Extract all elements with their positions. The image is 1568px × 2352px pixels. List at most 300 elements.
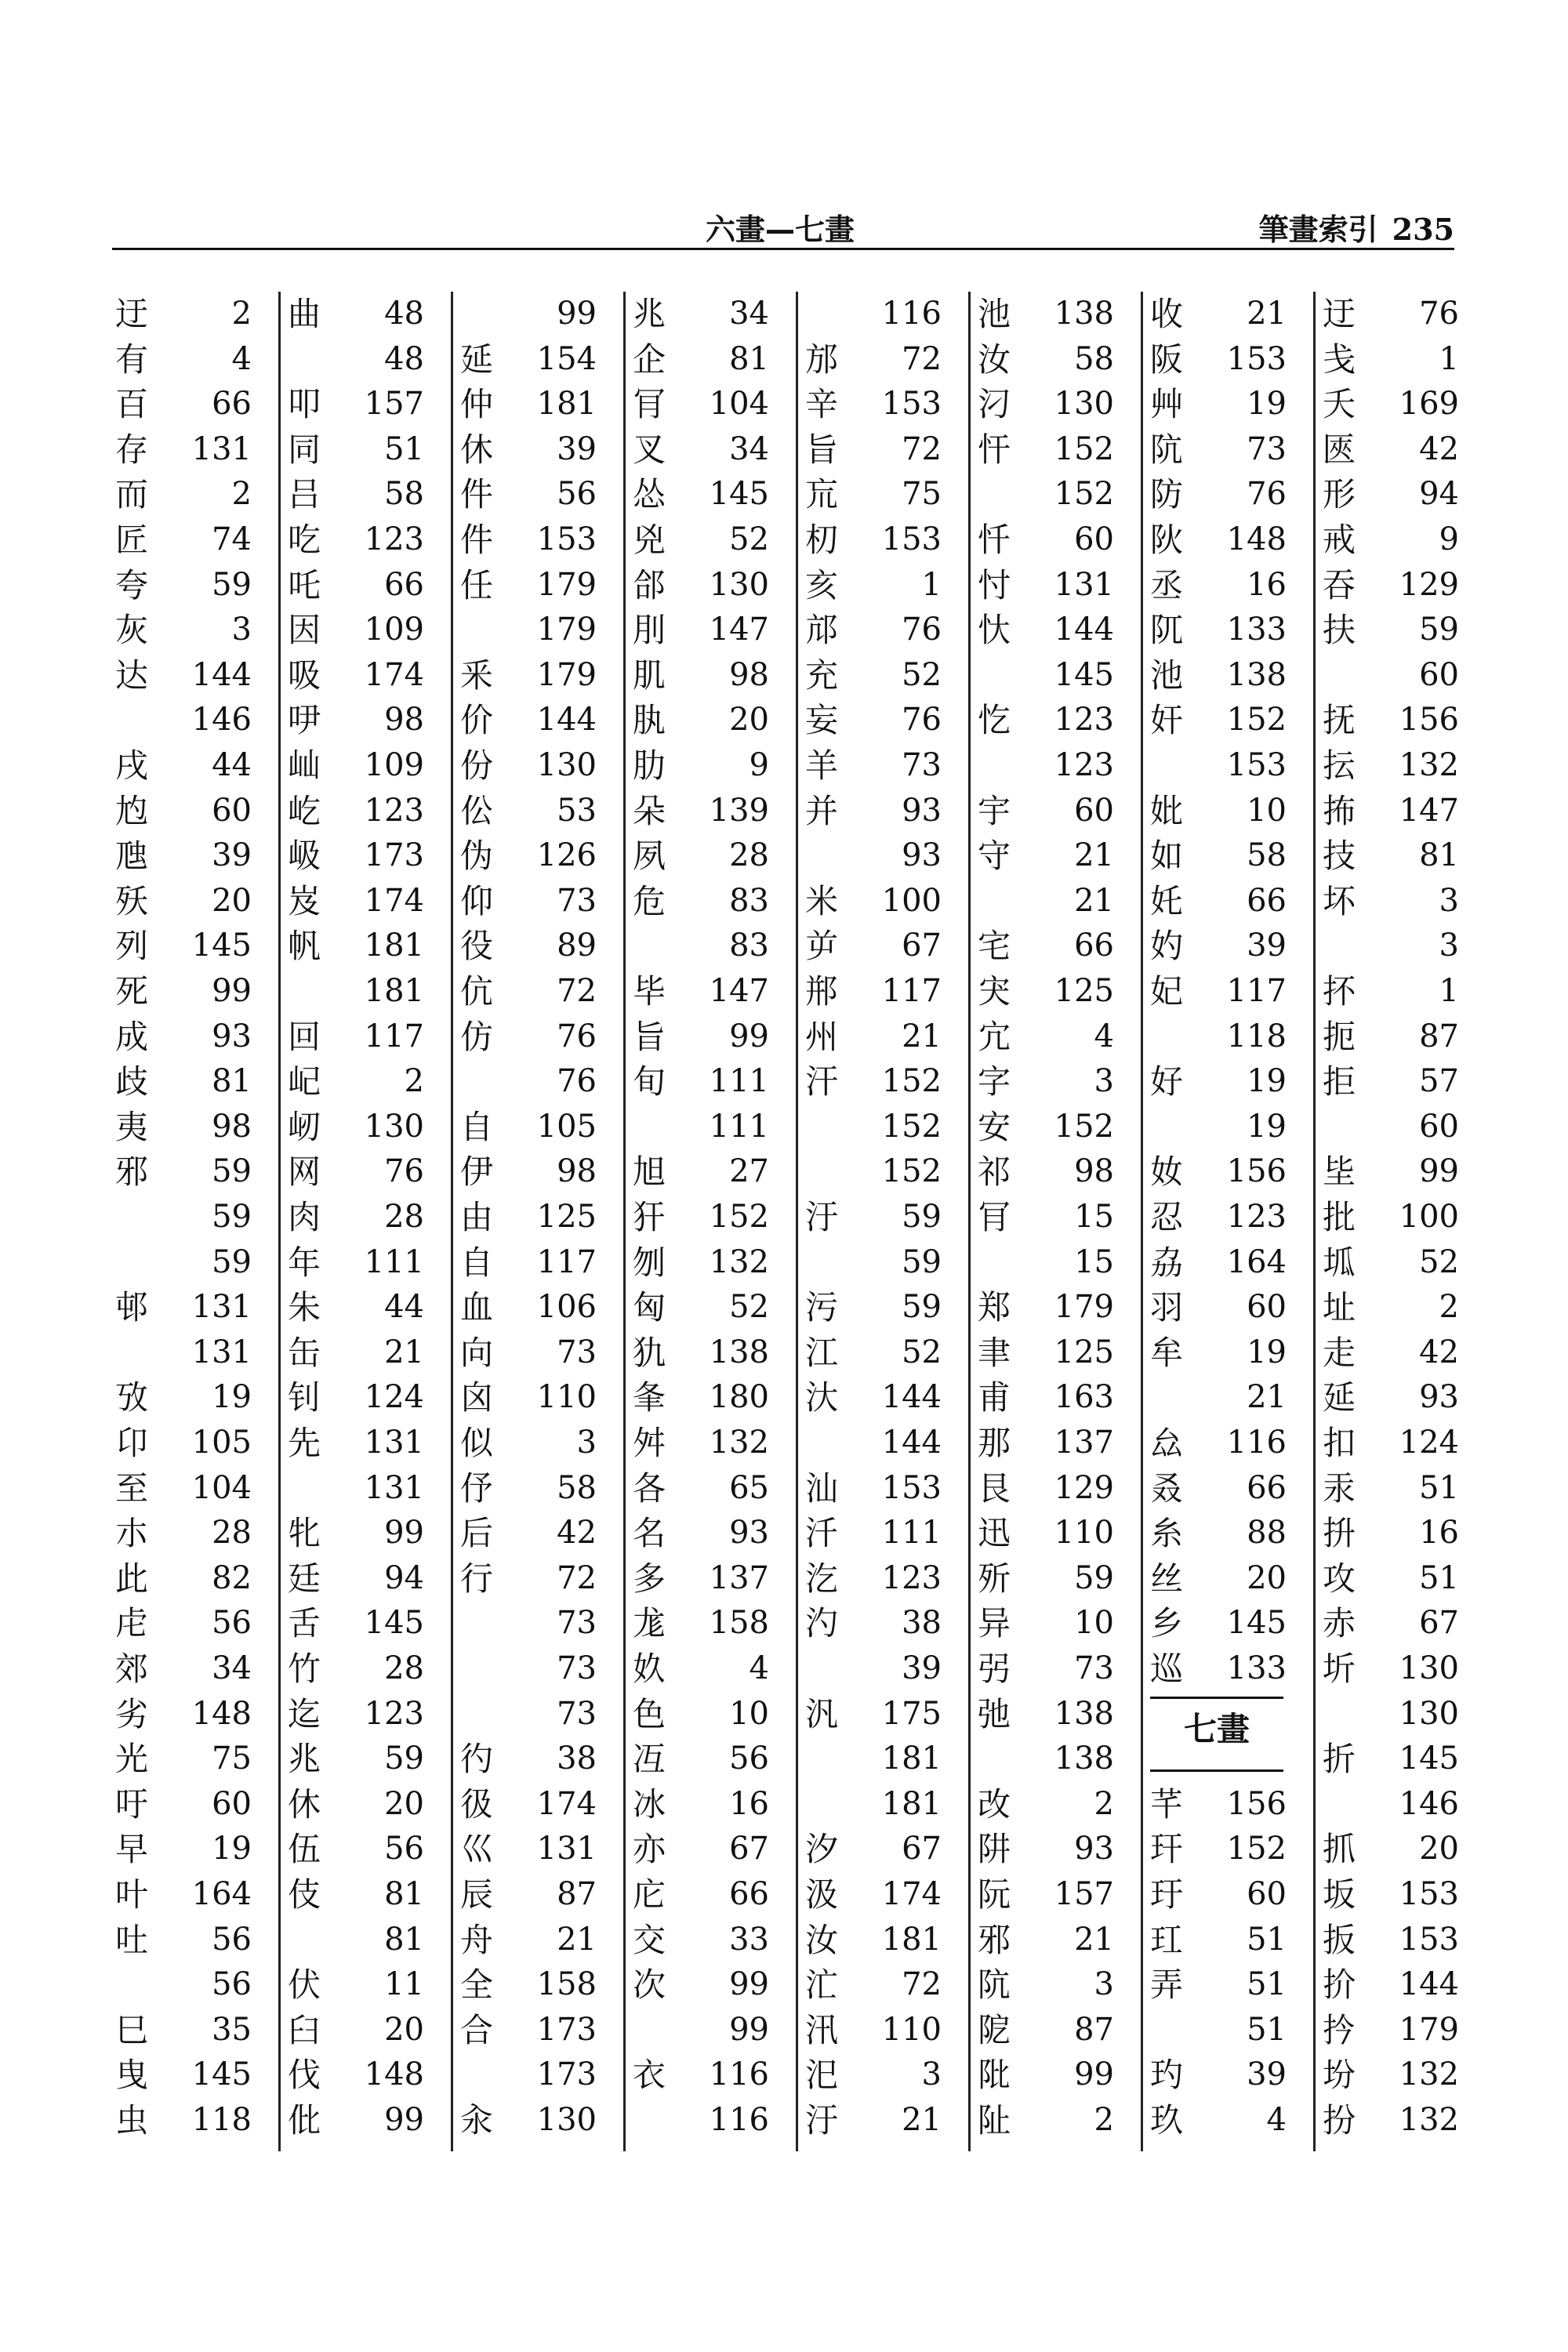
entry-page: 52 xyxy=(902,1334,942,1370)
entry-page: 81 xyxy=(1419,837,1459,874)
entry-character: 廷 xyxy=(288,1559,321,1598)
entry-page: 138 xyxy=(1226,656,1287,693)
entry-character: 巟 xyxy=(805,475,839,514)
index-entry xyxy=(975,653,1131,699)
entry-page: 3 xyxy=(1439,882,1459,919)
index-entry xyxy=(1319,1827,1476,1872)
index-entry xyxy=(975,743,1131,789)
index-entry xyxy=(285,1511,441,1556)
index-entry xyxy=(975,1692,1131,1737)
index-entry xyxy=(630,337,786,383)
entry-character: 庀 xyxy=(633,1875,666,1914)
index-entry xyxy=(285,1014,441,1060)
index-entry xyxy=(285,879,441,924)
index-entry xyxy=(112,1375,269,1421)
entry-character: 屻 xyxy=(288,1107,321,1146)
entry-page: 76 xyxy=(1247,476,1287,513)
entry-page: 21 xyxy=(902,1018,942,1054)
entry-character: 吃 xyxy=(288,521,321,559)
index-title: 筆畫索引 xyxy=(1258,212,1378,247)
index-entry xyxy=(112,1918,269,1963)
entry-page: 99 xyxy=(729,1018,769,1054)
index-entry xyxy=(1319,1466,1476,1512)
entry-page: 10 xyxy=(1247,792,1287,829)
entry-page: 20 xyxy=(384,1785,424,1822)
entry-character: 延 xyxy=(460,339,494,379)
index-entry xyxy=(285,427,441,473)
index-entry xyxy=(975,1240,1131,1286)
index-entry xyxy=(112,1962,269,2008)
index-entry xyxy=(1147,608,1304,653)
entry-page: 130 xyxy=(536,747,597,783)
entry-page: 59 xyxy=(212,566,252,603)
entry-character: 忕 xyxy=(978,611,1011,650)
entry-page: 44 xyxy=(384,1289,424,1326)
index-entry xyxy=(802,879,959,924)
index-entry xyxy=(1147,1330,1304,1376)
entry-character: 吚 xyxy=(288,701,321,740)
index-entry xyxy=(112,653,269,699)
entry-character: 行 xyxy=(460,1559,494,1598)
entry-page: 52 xyxy=(902,656,942,693)
entry-page: 157 xyxy=(1054,1876,1114,1912)
index-entry xyxy=(802,653,959,699)
entry-character: 成 xyxy=(115,1017,149,1056)
index-entry xyxy=(630,2008,786,2053)
index-entry xyxy=(975,1827,1131,1872)
index-entry xyxy=(630,698,786,743)
index-entry xyxy=(802,337,959,383)
index-entry xyxy=(285,1782,441,1828)
entry-character: 邡 xyxy=(805,339,839,379)
entry-page: 83 xyxy=(729,927,769,964)
index-entry xyxy=(1319,337,1476,383)
entry-character: 戌 xyxy=(115,746,149,785)
index-entry xyxy=(1319,1375,1476,1421)
index-entry xyxy=(975,833,1131,879)
entry-character: 汋 xyxy=(805,1604,839,1643)
index-entry xyxy=(285,2098,441,2143)
entry-character: 役 xyxy=(460,927,494,966)
entry-page: 181 xyxy=(364,927,424,964)
index-entry xyxy=(285,1421,441,1466)
index-entry xyxy=(802,382,959,427)
index-entry xyxy=(457,1014,614,1060)
index-entry xyxy=(1319,1737,1476,1782)
entry-page: 20 xyxy=(1419,1831,1459,1867)
entry-character: 肎 xyxy=(978,1198,1011,1236)
entry-page: 163 xyxy=(1054,1379,1114,1416)
entry-character: 殀 xyxy=(115,881,149,920)
entry-page: 98 xyxy=(384,702,424,739)
index-entry xyxy=(975,1737,1131,1782)
index-entry xyxy=(285,1556,441,1602)
entry-character: 抎 xyxy=(1323,746,1356,785)
index-entry xyxy=(630,924,786,969)
entry-page: 33 xyxy=(729,1921,769,1958)
entry-page: 28 xyxy=(729,837,769,874)
entry-page: 83 xyxy=(729,882,769,919)
index-entry xyxy=(975,1962,1131,2008)
entry-character: 抔 xyxy=(1323,972,1356,1011)
index-entry xyxy=(975,472,1131,517)
index-entry xyxy=(112,1827,269,1872)
index-entry xyxy=(1319,382,1476,427)
index-entry xyxy=(112,833,269,879)
entry-character: 伀 xyxy=(460,791,494,830)
index-entry xyxy=(457,608,614,653)
index-entry xyxy=(112,879,269,924)
index-entry xyxy=(285,789,441,834)
index-entry xyxy=(1319,1195,1476,1240)
column-divider xyxy=(796,292,798,2151)
entry-page: 19 xyxy=(1247,1108,1287,1145)
entry-character: 有 xyxy=(115,339,149,379)
index-entry xyxy=(1319,924,1476,969)
entry-page: 56 xyxy=(212,1966,252,2003)
entry-character: 吐 xyxy=(115,1920,149,1959)
entry-page: 179 xyxy=(536,566,597,603)
index-entry xyxy=(1147,1601,1304,1646)
entry-page: 76 xyxy=(902,702,942,739)
entry-page: 181 xyxy=(881,1740,942,1777)
index-entry xyxy=(802,833,959,879)
index-entry xyxy=(1147,833,1304,879)
entry-character: 丞 xyxy=(1150,565,1184,604)
index-entry xyxy=(975,1556,1131,1602)
index-entry xyxy=(975,1330,1131,1376)
entry-page: 81 xyxy=(384,1921,424,1958)
index-entry xyxy=(457,1646,614,1692)
entry-character: 冰 xyxy=(633,1784,666,1824)
entry-page: 138 xyxy=(709,1334,769,1370)
entry-character: 列 xyxy=(115,927,149,966)
entry-page: 164 xyxy=(1226,1243,1287,1280)
index-entry xyxy=(630,1330,786,1376)
entry-character: 艸 xyxy=(1150,385,1184,424)
index-entry xyxy=(975,517,1131,563)
entry-character: 折 xyxy=(1323,1740,1356,1779)
entry-page: 137 xyxy=(1054,1425,1114,1461)
entry-character: 宊 xyxy=(978,972,1011,1011)
entry-page: 139 xyxy=(709,792,769,829)
running-header-title xyxy=(1259,205,1454,249)
entry-character: 阮 xyxy=(978,1875,1011,1914)
index-entry xyxy=(802,969,959,1014)
index-entry xyxy=(457,924,614,969)
entry-page: 59 xyxy=(212,1199,252,1235)
entry-page: 104 xyxy=(191,1469,252,1506)
index-entry xyxy=(975,563,1131,608)
entry-character: 阬 xyxy=(978,1965,1011,2005)
entry-character: 伐 xyxy=(288,2056,321,2095)
entry-character: 虺 xyxy=(115,837,149,876)
index-entry xyxy=(457,1285,614,1330)
entry-character: 弛 xyxy=(978,1694,1011,1733)
entry-character: 汜 xyxy=(805,2056,839,2095)
entry-page: 52 xyxy=(729,521,769,557)
entry-character: 朷 xyxy=(805,521,839,559)
entry-page: 60 xyxy=(212,792,252,829)
entry-character: 舌 xyxy=(288,1604,321,1643)
index-entry xyxy=(285,1646,441,1692)
entry-character: 弄 xyxy=(1150,1965,1184,2005)
entry-page: 93 xyxy=(212,1018,252,1054)
index-entry xyxy=(802,608,959,653)
index-entry xyxy=(630,1556,786,1602)
index-entry xyxy=(112,427,269,473)
entry-page: 82 xyxy=(212,1559,252,1596)
entry-page: 16 xyxy=(1419,1515,1459,1552)
index-entry xyxy=(630,743,786,789)
entry-page: 116 xyxy=(881,296,942,332)
index-entry xyxy=(112,789,269,834)
entry-page: 123 xyxy=(1054,702,1114,739)
entry-page: 21 xyxy=(557,1921,597,1958)
index-entry xyxy=(1147,1556,1304,1602)
entry-page: 99 xyxy=(384,2102,424,2138)
index-entry xyxy=(285,1827,441,1872)
index-entry xyxy=(1319,2008,1476,2053)
entry-character: 衣 xyxy=(633,2056,666,2095)
entry-page: 110 xyxy=(1054,1515,1114,1552)
index-entry xyxy=(630,1737,786,1782)
entry-page: 130 xyxy=(1399,1695,1459,1732)
entry-page: 124 xyxy=(364,1379,424,1416)
entry-page: 20 xyxy=(212,882,252,919)
index-entry xyxy=(802,1692,959,1737)
entry-page: 153 xyxy=(1399,1876,1459,1912)
entry-page: 81 xyxy=(384,1876,424,1912)
entry-character: 仲 xyxy=(460,385,494,424)
entry-page: 131 xyxy=(364,1469,424,1506)
index-entry xyxy=(1319,608,1476,653)
entry-page: 39 xyxy=(1247,927,1287,964)
index-entry xyxy=(1319,698,1476,743)
entry-page: 148 xyxy=(191,1695,252,1732)
entry-page: 72 xyxy=(902,340,942,377)
entry-character: 夸 xyxy=(115,565,149,604)
entry-page: 118 xyxy=(1226,1018,1287,1054)
index-entry xyxy=(457,292,614,337)
index-entry xyxy=(1319,292,1476,337)
entry-page: 181 xyxy=(364,973,424,1009)
entry-character: 攻 xyxy=(1323,1559,1356,1598)
index-entry xyxy=(630,1782,786,1828)
entry-page: 60 xyxy=(1419,1108,1459,1145)
column-divider xyxy=(968,292,971,2151)
entry-character: 叉 xyxy=(633,430,666,469)
index-entry xyxy=(630,1240,786,1286)
entry-character: 至 xyxy=(115,1468,149,1508)
entry-page: 111 xyxy=(881,1515,942,1552)
entry-character: 汆 xyxy=(460,2101,494,2140)
entry-character: 吸 xyxy=(288,655,321,695)
entry-page: 144 xyxy=(191,656,252,693)
entry-page: 93 xyxy=(902,792,942,829)
entry-page: 28 xyxy=(384,1650,424,1686)
index-entry xyxy=(802,1827,959,1872)
index-entry xyxy=(802,1330,959,1376)
index-entry xyxy=(630,1014,786,1060)
entry-page: 2 xyxy=(231,476,252,513)
entry-page: 138 xyxy=(1054,296,1114,332)
entry-character: 甫 xyxy=(978,1378,1011,1417)
index-entry xyxy=(975,1195,1131,1240)
entry-character: 汘 xyxy=(805,1514,839,1553)
entry-page: 131 xyxy=(364,1425,424,1461)
index-entry xyxy=(457,1375,614,1421)
entry-character: 坏 xyxy=(1323,881,1356,920)
entry-page: 59 xyxy=(384,1740,424,1777)
entry-page: 3 xyxy=(1094,1063,1114,1100)
entry-page: 60 xyxy=(1419,656,1459,693)
entry-page: 56 xyxy=(384,1831,424,1867)
entry-page: 74 xyxy=(212,521,252,557)
index-entry xyxy=(1147,698,1304,743)
index-entry xyxy=(630,1375,786,1421)
entry-page: 60 xyxy=(1247,1289,1287,1326)
index-entry xyxy=(457,1511,614,1556)
entry-page: 152 xyxy=(1054,1108,1114,1145)
entry-character: 安 xyxy=(978,1107,1011,1146)
entry-character: 扮 xyxy=(1323,2101,1356,2140)
index-entry xyxy=(457,2098,614,2143)
entry-page: 125 xyxy=(1054,1334,1114,1370)
entry-character: 迄 xyxy=(288,1694,321,1733)
index-entry xyxy=(802,1737,959,1782)
entry-character: 收 xyxy=(1150,295,1184,333)
index-entry xyxy=(1147,2098,1304,2143)
entry-page: 19 xyxy=(212,1831,252,1867)
index-entry xyxy=(802,1149,959,1195)
entry-page: 56 xyxy=(212,1605,252,1642)
index-entry xyxy=(112,1782,269,1828)
column-divider xyxy=(278,292,281,2151)
entry-page: 75 xyxy=(212,1740,252,1777)
entry-page: 145 xyxy=(1399,1740,1459,1777)
index-entry xyxy=(802,1962,959,2008)
index-entry xyxy=(802,1601,959,1646)
entry-page: 138 xyxy=(1054,1695,1114,1732)
entry-page: 76 xyxy=(1419,296,1459,332)
entry-page: 66 xyxy=(1247,1469,1287,1506)
entry-page: 117 xyxy=(364,1018,424,1054)
index-entry xyxy=(112,292,269,337)
entry-character: 巛 xyxy=(460,1830,494,1869)
entry-page: 130 xyxy=(364,1108,424,1145)
index-entry xyxy=(802,1375,959,1421)
index-entry xyxy=(975,382,1131,427)
entry-character: 舛 xyxy=(633,1424,666,1462)
entry-page: 147 xyxy=(709,973,769,1009)
entry-page: 104 xyxy=(709,386,769,423)
entry-page: 174 xyxy=(364,656,424,693)
entry-character: 汗 xyxy=(805,1062,839,1102)
entry-page: 21 xyxy=(1074,837,1114,874)
entry-page: 125 xyxy=(1054,973,1114,1009)
index-entry xyxy=(285,517,441,563)
entry-page: 116 xyxy=(709,2056,769,2093)
index-entry xyxy=(457,1962,614,2008)
entry-page: 59 xyxy=(1419,612,1459,648)
index-entry xyxy=(1147,1511,1304,1556)
entry-character: 汞 xyxy=(1323,1468,1356,1508)
entry-page: 179 xyxy=(536,612,597,648)
entry-page: 152 xyxy=(1054,476,1114,513)
entry-page: 66 xyxy=(212,386,252,423)
index-entry xyxy=(802,2098,959,2143)
entry-page: 144 xyxy=(1054,612,1114,648)
index-entry xyxy=(975,1149,1131,1195)
entry-character: 帆 xyxy=(288,927,321,966)
entry-character: 厽 xyxy=(1150,1424,1184,1462)
entry-character: 汒 xyxy=(805,1965,839,2005)
entry-character: 赤 xyxy=(1323,1604,1356,1643)
entry-page: 175 xyxy=(881,1695,942,1732)
entry-character: 守 xyxy=(978,837,1011,876)
entry-page: 9 xyxy=(749,747,769,783)
entry-character: 充 xyxy=(805,655,839,695)
index-entry xyxy=(630,833,786,879)
entry-character: 多 xyxy=(633,1559,666,1598)
entry-character: 伃 xyxy=(460,1468,494,1508)
entry-page: 10 xyxy=(729,1695,769,1732)
entry-page: 98 xyxy=(212,1108,252,1145)
index-entry xyxy=(285,1195,441,1240)
entry-page: 39 xyxy=(557,430,597,467)
entry-page: 39 xyxy=(212,837,252,874)
index-entry xyxy=(285,472,441,517)
entry-page: 153 xyxy=(1399,1921,1459,1958)
entry-page: 144 xyxy=(881,1379,942,1416)
entry-page: 130 xyxy=(1054,386,1114,423)
entry-page: 98 xyxy=(1074,1153,1114,1190)
entry-character: 伉 xyxy=(460,972,494,1011)
entry-character: 聿 xyxy=(978,1333,1011,1372)
entry-character: 抓 xyxy=(1323,1830,1356,1869)
entry-character: 岌 xyxy=(288,881,321,920)
entry-page: 19 xyxy=(1247,1334,1287,1370)
entry-character: 池 xyxy=(1150,655,1184,695)
entry-character: 址 xyxy=(1323,1288,1356,1327)
entry-character: 旨 xyxy=(633,1017,666,1056)
index-entry xyxy=(285,1330,441,1376)
index-entry xyxy=(457,427,614,473)
entry-character: 任 xyxy=(460,565,494,604)
entry-page: 48 xyxy=(384,340,424,377)
index-entry xyxy=(975,1014,1131,1060)
entry-page: 179 xyxy=(1399,2011,1459,2048)
entry-character: 冱 xyxy=(633,1740,666,1779)
index-entry xyxy=(802,427,959,473)
index-entry xyxy=(457,382,614,427)
entry-character: 此 xyxy=(115,1559,149,1598)
entry-page: 3 xyxy=(921,2056,942,2093)
entry-character: 旬 xyxy=(633,1062,666,1102)
entry-page: 144 xyxy=(1399,1966,1459,2003)
entry-page: 16 xyxy=(729,1785,769,1822)
entry-character: 肉 xyxy=(288,1198,321,1236)
entry-page: 111 xyxy=(709,1063,769,1100)
index-entry xyxy=(112,1466,269,1512)
entry-page: 116 xyxy=(709,2102,769,2138)
index-entry xyxy=(1147,969,1304,1014)
index-entry xyxy=(285,1059,441,1105)
index-entry xyxy=(1147,924,1304,969)
entry-page: 51 xyxy=(1419,1559,1459,1596)
index-entry xyxy=(112,1421,269,1466)
